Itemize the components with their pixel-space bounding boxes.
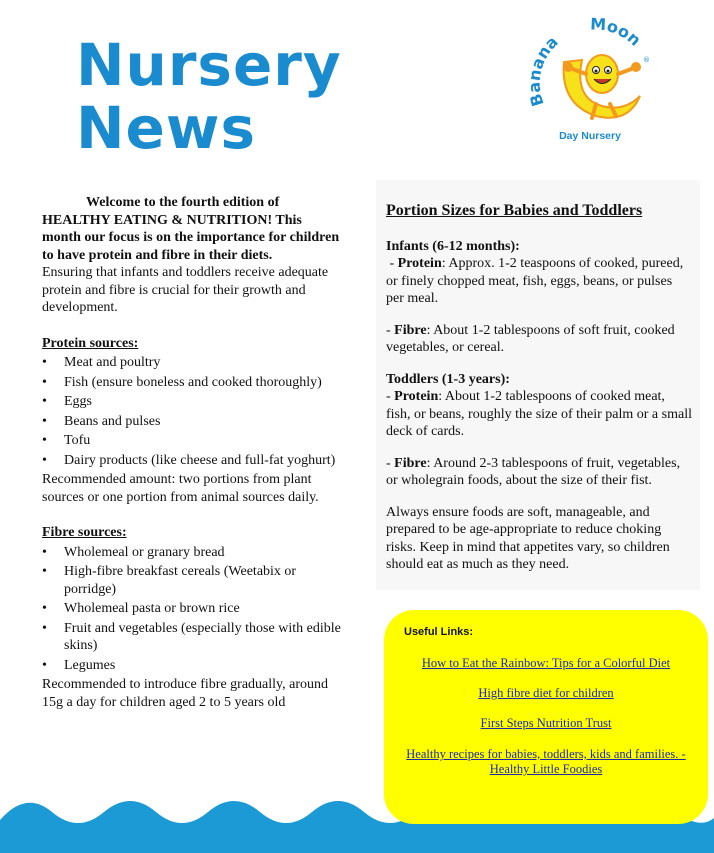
portion-closing: Always ensure foods are soft, manageable, and prepared to be age-appropriate to reduce choking risks. Keep in mind that appetites vary, so children should eat as much as they need. [386, 504, 670, 572]
portion-sizes-title: Portion Sizes for Babies and Toddlers [386, 202, 643, 219]
moon-face-icon [586, 55, 618, 93]
fibre-list [42, 544, 344, 675]
list-item: • Wholemeal or granary bread [42, 544, 344, 562]
protein-note: Recommended amount: two portions from plant sources or one portion from animal sources daily. [42, 472, 319, 505]
list-item: • Legumes [42, 657, 344, 675]
logo-registered: ® [643, 56, 650, 64]
list-item: • Dairy products (like cheese and full-fat yoghurt) [42, 452, 344, 470]
list-item: • Meat and poultry [42, 354, 344, 372]
logo-word-moon: Moon [589, 14, 645, 50]
protein-list [42, 354, 344, 469]
infants-heading: Infants (6-12 months): [386, 238, 520, 254]
fibre-heading: Fibre sources: [42, 525, 127, 540]
link-eat-the-rainbow[interactable]: How to Eat the Rainbow: Tips for a Colorful Diet [421, 656, 671, 670]
svg-text:Banana [525, 32, 562, 108]
toddlers-protein: - Protein: About 1-2 tablespoons of cooked meat, fish, or beans, roughly the size of their palm or a small deck of cards. [386, 389, 692, 439]
title-line-1: Nursery [76, 31, 342, 99]
left-column [42, 194, 344, 711]
link-first-steps-nutrition[interactable]: First Steps Nutrition Trust [480, 716, 612, 730]
portion-sizes-panel [376, 180, 700, 590]
infants-fibre: - Fibre: About 1-2 tablespoons of soft fruit, cooked vegetables, or cereal. [386, 322, 675, 355]
infants-protein: - Protein: Approx. 1-2 teaspoons of cooked, pureed, or finely chopped meat, fish, eggs, beans, or pulses per meal. [386, 256, 684, 306]
useful-links-box [384, 610, 708, 824]
title-line-2: News [76, 94, 256, 162]
banana-moon-logo [524, 12, 656, 152]
intro-body: Ensuring that infants and toddlers receive adequate protein and fibre is crucial for their growth and development. [42, 265, 329, 315]
list-item: • Fruit and vegetables (especially those with edible skins) [42, 620, 344, 655]
useful-links-heading: Useful Links: [404, 626, 474, 638]
logo-word-banana: Banana [524, 32, 562, 109]
fibre-note: Recommended to introduce fibre gradually, around 15g a day for children aged 2 to 5 years old [42, 677, 328, 710]
list-item: • Beans and pulses [42, 413, 344, 431]
link-healthy-little-foodies[interactable]: Healthy recipes for babies, toddlers, kids and families. - Healthy Little Foodies [406, 747, 686, 776]
newsletter-title [76, 31, 342, 162]
intro-bold: Welcome to the fourth edition of HEALTHY EATING & NUTRITION! This month our focus is on the importance for children to have protein and fibre in their diets. [42, 195, 340, 263]
list-item: • Fish (ensure boneless and cooked thoroughly) [42, 374, 344, 392]
list-item: • High-fibre breakfast cereals (Weetabix or porridge) [42, 563, 344, 598]
toddlers-fibre: - Fibre: Around 2-3 tablespoons of fruit, vegetables, or wholegrain foods, about the size of their fist. [386, 455, 681, 488]
list-item: • Wholemeal pasta or brown rice [42, 600, 344, 618]
protein-heading: Protein sources: [42, 335, 139, 351]
logo-subtitle: Day Nursery [559, 130, 621, 142]
list-item: • Eggs [42, 393, 344, 411]
toddlers-heading: Toddlers (1-3 years): [386, 371, 510, 387]
svg-text:Moon [590, 14, 645, 49]
list-item: • Tofu [42, 432, 344, 450]
link-high-fibre-diet[interactable]: High fibre diet for children [478, 686, 614, 700]
